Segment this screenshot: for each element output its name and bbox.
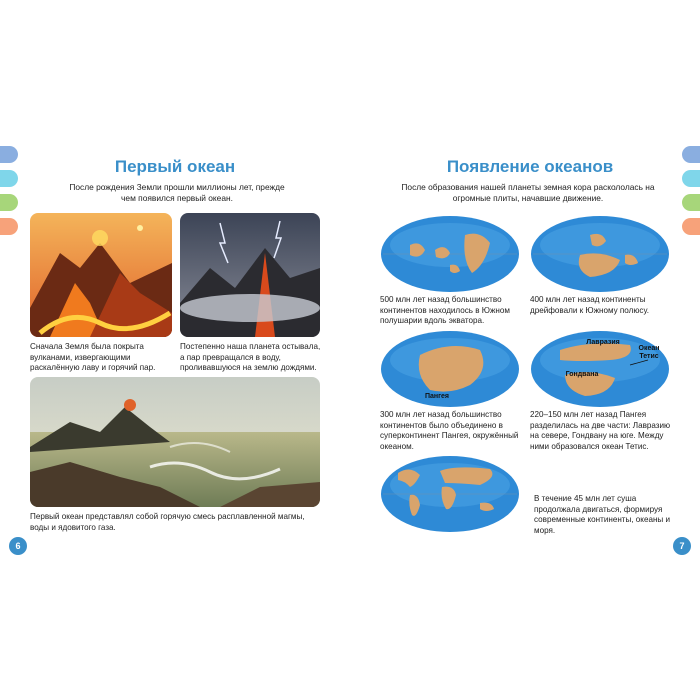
m400-caption: 400 млн лет назад континенты дрейфовали к Южному полюсу.	[530, 295, 649, 315]
volcano1-caption: Сначала Земля была покрыта вулканами, извергающими раскалённую лаву и горячий пар.	[30, 342, 156, 372]
m300-caption: 300 млн лет назад большинство континентов было объединено в суперконтинент Пангея, окружённый океаном.	[380, 410, 519, 451]
tab-orange-right	[682, 218, 700, 235]
globe-500-map	[380, 215, 520, 293]
tab-cyan-right	[682, 170, 700, 187]
tab-green-left	[0, 194, 18, 211]
m45-caption: В течение 45 млн лет суша продолжала двигаться, формируя современные континенты, океаны и моря.	[534, 494, 671, 535]
left-intro: После рождения Земли прошли миллионы лет, прежде чем появился первый океан.	[69, 182, 285, 203]
gondwana-label: Гондвана	[565, 371, 599, 378]
right-intro: После образования нашей планеты земная кора раскололась на огромные плиты, начавшие движение.	[401, 182, 655, 203]
volcano2-caption: Постепенно наша планета остывала, а пар превращался в воду, проливавшуюся на землю дождями.	[180, 342, 321, 372]
pangea-label: Пангея	[424, 393, 450, 400]
volcano-eruption-image	[30, 213, 172, 337]
first-ocean-caption: Первый океан представлял собой горячую смесь расплавленной магмы, воды и ядовитого газа.	[30, 512, 305, 532]
left-page-number: 6	[9, 537, 27, 555]
right-page-title: Появление океанов	[446, 157, 614, 176]
tab-green-right	[682, 194, 700, 211]
m220-caption: 220–150 млн лет назад Пангея разделилась на две части: Лавразию на севере, Гондвану на юге. Между ними образовался океан Тетис.	[530, 410, 671, 451]
m500-caption: 500 млн лет назад большинство континентов находилось в Южном полушарии вдоль экватора.	[380, 295, 510, 325]
tethys-label: Океан Тетис	[638, 345, 660, 360]
tab-orange-left	[0, 218, 18, 235]
left-page-title: Первый океан	[114, 157, 236, 176]
tab-cyan-left	[0, 170, 18, 187]
laurasia-label: Лавразия	[586, 339, 620, 346]
tab-blue-right	[682, 146, 700, 163]
globe-modern-map	[380, 455, 520, 533]
tab-blue-left	[0, 146, 18, 163]
right-page-number: 7	[673, 537, 691, 555]
globe-400-map	[530, 215, 670, 293]
cooling-volcano-image	[180, 213, 320, 337]
first-ocean-image	[30, 377, 320, 507]
